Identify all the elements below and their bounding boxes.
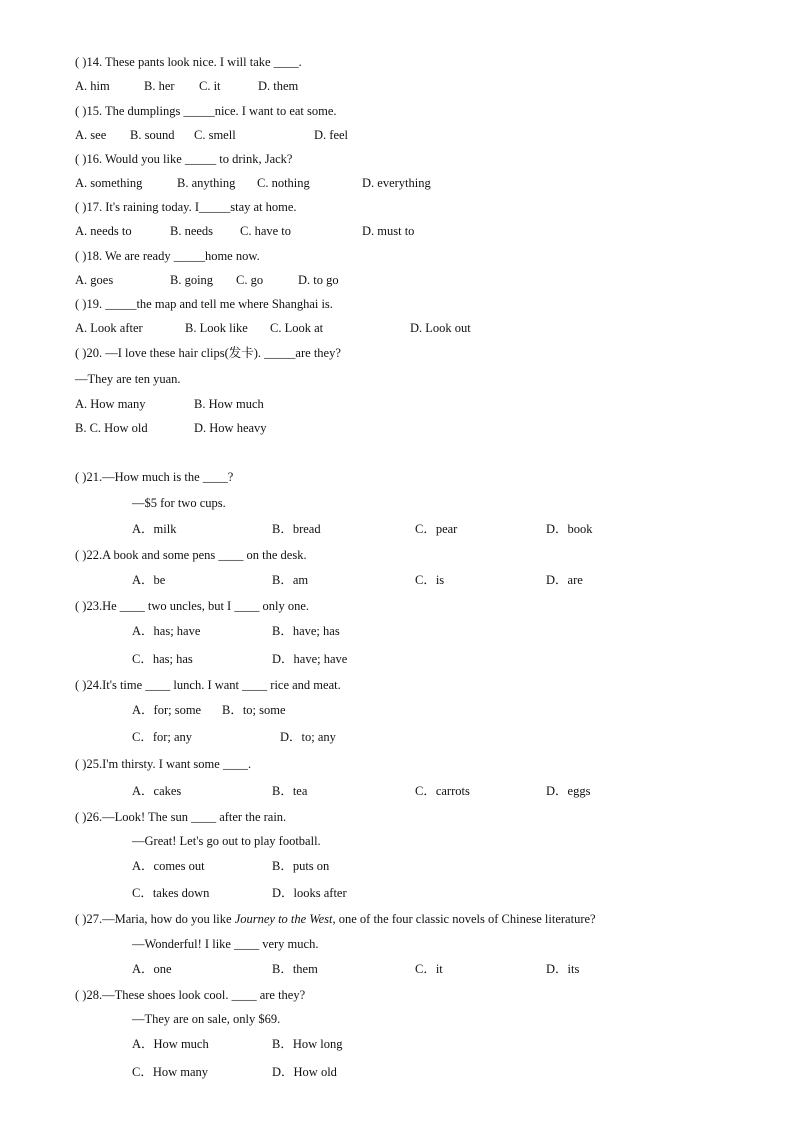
q28-option-d: D．How old (272, 1065, 337, 1079)
q14-option-d: D. them (258, 79, 299, 93)
q15-option-b: B. sound (130, 128, 175, 142)
question-22-stem: ( )22.A book and some pens ____ on the desk. (75, 548, 307, 562)
q20-option-d: D. How heavy (194, 421, 267, 435)
q23-option-b: B．have; has (272, 624, 340, 638)
q14-option-b: B. her (144, 79, 175, 93)
q23-option-c: C．has; has (132, 652, 193, 666)
q21-option-b: B．bread (272, 522, 321, 536)
q26-option-a: A．comes out (132, 859, 205, 873)
q25-option-c: C．carrots (415, 784, 470, 798)
question-20-stem: ( )20. —I love these hair clips(发卡). _____are they? (75, 346, 341, 360)
q14-option-c: C. it (199, 79, 221, 93)
question-24-stem: ( )24.It's time ____ lunch. I want ____ rice and meat. (75, 678, 341, 692)
question-17-stem: ( )17. It's raining today. I_____stay at home. (75, 200, 297, 214)
q15-option-c: C. smell (194, 128, 236, 142)
q25-option-a: A．cakes (132, 784, 182, 798)
q17-option-b: B. needs (170, 224, 214, 238)
q24-option-c: C．for; any (132, 730, 193, 744)
q19-option-a: A. Look after (75, 321, 143, 335)
question-23-stem: ( )23.He ____ two uncles, but I ____ only one. (75, 599, 309, 613)
q24-option-b: B．to; some (222, 703, 286, 717)
q25-option-d: D．eggs (546, 784, 591, 798)
q26-option-b: B．puts on (272, 859, 330, 873)
q24-option-d: D．to; any (280, 730, 336, 744)
q18-option-b: B. going (170, 273, 214, 287)
question-16-stem: ( )16. Would you like _____ to drink, Jack? (75, 152, 293, 166)
q23-option-a: A．has; have (132, 624, 201, 638)
question-27-answer-line: —Wonderful! I like ____ very much. (132, 937, 319, 951)
q27-option-a: A．one (132, 962, 172, 976)
q25-option-b: B．tea (272, 784, 308, 798)
q21-option-d: D．book (546, 522, 593, 536)
q23-option-d: D．have; have (272, 652, 348, 666)
q18-option-a: A. goes (75, 273, 114, 287)
question-26-answer-line: —Great! Let's go out to play football. (132, 834, 321, 848)
q16-option-a: A. something (75, 176, 143, 190)
q18-option-c: C. go (236, 273, 264, 287)
q22-option-b: B．am (272, 573, 309, 587)
q22-option-d: D．are (546, 573, 583, 587)
question-27-stem-start: ( )27.—Maria, how do you like (75, 912, 235, 926)
q21-option-c: C．pear (415, 522, 458, 536)
q21-option-a: A．milk (132, 522, 177, 536)
q20-option-c: B. C. How old (75, 421, 148, 435)
q27-option-c: C．it (415, 962, 443, 976)
question-14-stem: ( )14. These pants look nice. I will take ____. (75, 55, 302, 69)
q16-option-c: C. nothing (257, 176, 310, 190)
q18-option-d: D. to go (298, 273, 339, 287)
question-18-stem: ( )18. We are ready _____home now. (75, 249, 260, 263)
q22-option-a: A．be (132, 573, 166, 587)
q17-option-d: D. must to (362, 224, 415, 238)
q15-option-a: A. see (75, 128, 107, 142)
q19-option-b: B. Look like (185, 321, 248, 335)
q14-option-a: A. him (75, 79, 110, 93)
q19-option-d: D. Look out (410, 321, 471, 335)
q27-option-d: D．its (546, 962, 580, 976)
novel-title: Journey to the West, (234, 912, 336, 926)
question-28-answer-line: —They are on sale, only $69. (132, 1012, 281, 1026)
q16-option-b: B. anything (177, 176, 236, 190)
question-19-stem: ( )19. _____the map and tell me where Shanghai is. (75, 297, 333, 311)
q26-option-d: D．looks after (272, 886, 347, 900)
q19-option-c: C. Look at (270, 321, 324, 335)
q28-option-b: B．How long (272, 1037, 343, 1051)
q17-option-c: C. have to (240, 224, 292, 238)
question-21-answer-line: —$5 for two cups. (132, 496, 226, 510)
question-15-stem: ( )15. The dumplings _____nice. I want to eat some. (75, 104, 337, 118)
q26-option-c: C．takes down (132, 886, 210, 900)
q20-option-a: A. How many (75, 397, 146, 411)
question-20-answer-line: —They are ten yuan. (75, 372, 181, 386)
q27-option-b: B．them (272, 962, 318, 976)
question-28-stem: ( )28.—These shoes look cool. ____ are they? (75, 988, 306, 1002)
q15-option-d: D. feel (314, 128, 349, 142)
q24-option-a: A．for; some (132, 703, 202, 717)
q16-option-d: D. everything (362, 176, 431, 190)
question-27-stem (75, 911, 596, 927)
q28-option-c: C．How many (132, 1065, 209, 1079)
question-26-stem: ( )26.—Look! The sun ____ after the rain. (75, 810, 287, 824)
question-25-stem: ( )25.I'm thirsty. I want some ____. (75, 757, 252, 771)
question-21-stem: ( )21.—How much is the ____? (75, 470, 234, 484)
q28-option-a: A．How much (132, 1037, 209, 1051)
question-27-stem-end: one of the four classic novels of Chinese literature? (335, 912, 596, 926)
q20-option-b: B. How much (194, 397, 264, 411)
q22-option-c: C．is (415, 573, 445, 587)
q17-option-a: A. needs to (75, 224, 132, 238)
